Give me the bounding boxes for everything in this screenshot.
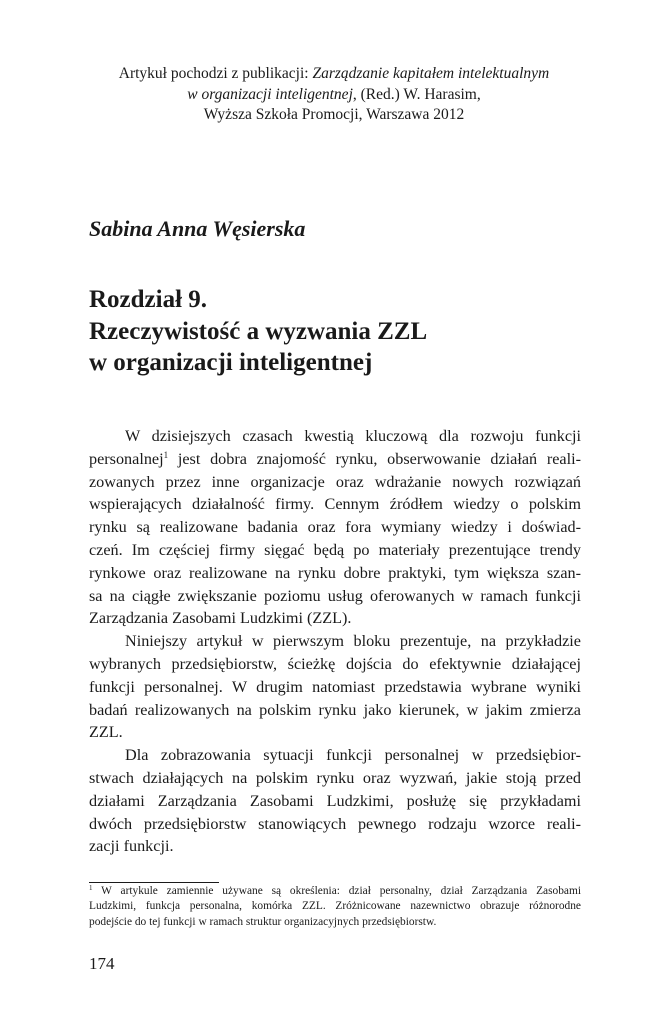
footnote-line: podejście do tej funkcji w ramach struktur organizacyjnych przedsiębiorstw. bbox=[89, 915, 437, 928]
paragraph-1-line: sa na ciągłe zwiększanie poziomu usług oferowanych w ramach funkcji bbox=[89, 586, 581, 605]
paragraph-3-line: Dla zobrazowania sytuacji funkcji personalnej w przedsiębior- bbox=[125, 746, 581, 765]
paragraph-1-line: W dzisiejszych czasach kwestią kluczową dla rozwoju funkcji bbox=[125, 427, 581, 445]
paragraph-1-line: rynku są realizowane badania oraz fora wymiany wiedzy i doświad- bbox=[89, 518, 581, 537]
page-number: 174 bbox=[89, 954, 115, 973]
chapter-title-line-1: Rzeczywistość a wyzwania ZZL bbox=[89, 317, 428, 345]
paragraph-2-line: badań realizowanych na polskim rynku jako kierunek, w jakim zmierza bbox=[89, 700, 581, 719]
source-note-line-1: Artykuł pochodzi z publikacji: Zarządzanie kapitałem intelektualnym bbox=[118, 65, 550, 82]
paragraph-2-line: wybranych przedsiębiorstw, ścieżkę dojścia do efektywnie działającej bbox=[89, 654, 581, 673]
author-name: Sabina Anna Węsierska bbox=[89, 216, 306, 241]
chapter-title-line-2: w organizacji inteligentnej bbox=[89, 349, 373, 376]
chapter-number: Rozdział 9. bbox=[89, 286, 208, 313]
paragraph-1-line: zowanych przez inne organizacje oraz wdrażanie nowych rozwiązań bbox=[89, 472, 581, 491]
footnote-line: Ludzkimi, funkcja personalna, komórka ZZL. Zróżnicowane nazewnictwo obrazuje różnorodne bbox=[89, 900, 581, 913]
publication-source-note bbox=[0, 64, 668, 126]
source-note-line-3: Wyższa Szkoła Promocji, Warszawa 2012 bbox=[203, 106, 465, 124]
paragraph-2-line: funkcji personalnej. W drugim natomiast przedstawia wybrane wyniki bbox=[89, 677, 581, 696]
paragraph-3-line: stwach działających na polskim rynku oraz wyzwań, jakie stoją przed bbox=[89, 768, 581, 787]
paragraph-1-line: personalnej$^1$ jest dobra znajomość rynku, obserwowanie działań reali- bbox=[89, 449, 581, 468]
paragraph-3-line: dwóch przedsiębiorstw stanowiących pewnego rodzaju wzorce reali- bbox=[89, 814, 581, 833]
footnote-separator bbox=[89, 882, 219, 883]
footnote bbox=[89, 884, 581, 930]
paragraph-2-line: ZZL. bbox=[89, 723, 123, 742]
paragraph-3-line: zacji funkcji. bbox=[89, 837, 174, 856]
chapter-title bbox=[89, 284, 427, 379]
paragraph-1-line: Zarządzania Zasobami Ludzkimi (ZZL). bbox=[89, 609, 352, 628]
body-text bbox=[89, 425, 581, 858]
paragraph-1-line: czeń. Im częściej firmy sięgać będą po materiały prezentujące trendy bbox=[89, 540, 581, 559]
paragraph-2-line: Niniejszy artykuł w pierwszym bloku prezentuje, na przykładzie bbox=[125, 632, 581, 651]
paragraph-1-line: rynkowe oraz realizowane na rynku dobre praktyki, tym większa szan- bbox=[89, 563, 581, 582]
paragraph-1-line: wspierających działalność firmy. Cennym źródłem wiedzy o polskim bbox=[89, 495, 581, 514]
footnote-reference[interactable]: 1 bbox=[163, 449, 169, 460]
footnote-marker: 1 bbox=[89, 884, 93, 892]
paragraph-3-line: działami Zarządzania Zasobami Ludzkimi, posłużę się przykładami bbox=[89, 791, 581, 810]
footnote-line: $^1$ W artykule zamiennie używane są określenia: dział personalny, dział Zarządzania Zasobami bbox=[89, 884, 581, 897]
source-note-line-2: w organizacji inteligentnej, (Red.) W. Harasim, bbox=[187, 85, 481, 103]
